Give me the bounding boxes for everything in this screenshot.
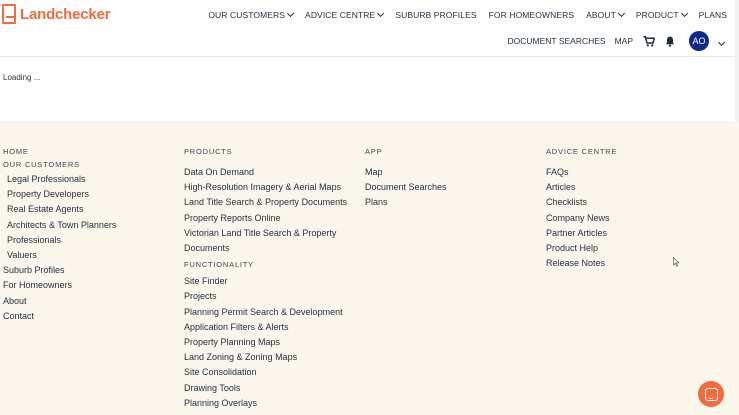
footer-link-faqs[interactable]: FAQs <box>546 167 569 177</box>
footer-link-checklists[interactable]: Checklists <box>546 197 588 208</box>
mouse-cursor-icon <box>673 257 679 267</box>
chat-icon <box>705 388 718 401</box>
footer-link-projects[interactable]: Projects <box>184 291 217 302</box>
footer-home-link[interactable]: HOME <box>3 147 29 156</box>
nav-plans[interactable] <box>699 10 727 20</box>
footer-link-document-searches[interactable]: Document Searches <box>365 182 447 193</box>
footer-link-articles[interactable]: Articles <box>546 182 576 193</box>
footer-link-suburb-profiles[interactable]: Suburb Profiles <box>3 265 65 276</box>
footer-link-planning-permit-search[interactable]: Planning Permit Search & Development <box>184 306 343 317</box>
nav-suburb-profiles[interactable] <box>395 10 476 20</box>
footer-functionality-heading: FUNCTIONALITY <box>184 260 254 270</box>
footer-link-data-on-demand[interactable]: Data On Demand <box>184 167 255 177</box>
footer-link-legal-professionals[interactable]: Legal Professionals <box>7 174 86 184</box>
footer-link-plans[interactable]: Plans <box>365 197 388 208</box>
footer-our-customers-heading[interactable]: OUR CUSTOMERS <box>3 160 80 169</box>
footer-link-victorian-land-title[interactable]: Victorian Land Title Search & Property <box>184 227 337 238</box>
footer-link-release-notes[interactable]: Release Notes <box>546 258 606 269</box>
footer-link-for-homeowners[interactable]: For Homeowners <box>3 280 73 291</box>
footer-link-property-developers[interactable]: Property Developers <box>7 189 90 200</box>
footer-col-advice-centre <box>546 147 617 271</box>
footer-link-product-help[interactable]: Product Help <box>546 243 599 254</box>
chat-button[interactable] <box>698 381 724 407</box>
footer-link-contact[interactable]: Contact <box>3 310 35 321</box>
footer-link-property-reports[interactable]: Property Reports Online <box>184 212 281 223</box>
footer-link-about[interactable]: About <box>3 295 27 306</box>
landchecker-logo[interactable] <box>2 4 110 24</box>
footer-col-app <box>365 147 447 211</box>
footer-link-real-estate-agents[interactable]: Real Estate Agents <box>7 204 84 215</box>
nav-for-homeowners[interactable] <box>489 10 574 20</box>
footer-link-valuers[interactable]: Valuers <box>7 250 37 261</box>
logo-mark-icon <box>2 4 16 24</box>
chevron-down-icon <box>287 10 294 17</box>
footer-link-company-news[interactable]: Company News <box>546 212 610 223</box>
footer-advice-heading: ADVICE CENTRE <box>546 147 618 156</box>
footer-link-professionals[interactable]: Professionals <box>7 234 62 245</box>
site-footer <box>0 121 739 415</box>
footer-link-application-filters[interactable]: Application Filters & Alerts <box>184 321 289 332</box>
footer-app-heading: APP <box>365 147 383 156</box>
footer-link-victorian-land-title-cont[interactable]: Documents <box>184 243 230 254</box>
nav-for-homeowners-label: FOR HOMEOWNERS <box>488 10 575 20</box>
footer-link-drawing-tools[interactable]: Drawing Tools <box>184 382 241 393</box>
chevron-down-icon <box>377 10 384 17</box>
footer-link-land-zoning[interactable]: Land Zoning & Zoning Maps <box>184 352 298 363</box>
nav-map[interactable]: MAP <box>614 36 633 46</box>
footer-col-products <box>184 147 347 411</box>
top-navigation <box>196 10 727 20</box>
nav-document-searches[interactable]: DOCUMENT SEARCHES <box>507 36 606 46</box>
nav-our-customers-label: OUR CUSTOMERS <box>208 10 286 20</box>
nav-about-label: ABOUT <box>586 10 616 20</box>
bell-icon[interactable] <box>665 36 675 47</box>
loading-text: Loading ... <box>3 73 41 82</box>
nav-advice-centre[interactable] <box>305 10 383 20</box>
footer-products-heading: PRODUCTS <box>184 147 233 156</box>
footer-link-architects-town-planners[interactable]: Architects & Town Planners <box>7 219 117 230</box>
logo-text: Landchecker <box>20 5 111 23</box>
footer-link-land-title-search[interactable]: Land Title Search & Property Documents <box>184 197 348 208</box>
nav-advice-centre-label: ADVICE CENTRE <box>305 10 376 20</box>
chevron-down-icon <box>718 39 725 46</box>
footer-link-property-planning-maps[interactable]: Property Planning Maps <box>184 337 281 348</box>
footer-link-map[interactable]: Map <box>365 167 383 177</box>
footer-link-site-consolidation[interactable]: Site Consolidation <box>184 367 257 378</box>
nav-suburb-profiles-label: SUBURB PROFILES <box>395 10 477 20</box>
secondary-navigation <box>499 31 731 51</box>
nav-product-label: PRODUCT <box>635 10 679 20</box>
nav-about[interactable] <box>586 10 624 20</box>
chevron-down-icon <box>681 10 688 17</box>
footer-link-site-finder[interactable]: Site Finder <box>184 276 228 287</box>
avatar[interactable]: AO <box>689 31 709 51</box>
footer-link-imagery-aerial-maps[interactable]: High-Resolution Imagery & Aerial Maps <box>184 182 342 193</box>
nav-plans-label: PLANS <box>698 10 727 20</box>
header-divider <box>0 56 739 57</box>
nav-our-customers[interactable] <box>208 10 293 20</box>
footer-link-planning-overlays[interactable]: Planning Overlays <box>184 397 258 408</box>
footer-col-home <box>3 147 116 324</box>
cart-icon[interactable] <box>643 36 655 47</box>
footer-link-partner-articles[interactable]: Partner Articles <box>546 227 608 238</box>
chevron-down-icon <box>618 10 625 17</box>
nav-product[interactable] <box>636 10 687 20</box>
account-menu-toggle[interactable] <box>719 32 724 50</box>
